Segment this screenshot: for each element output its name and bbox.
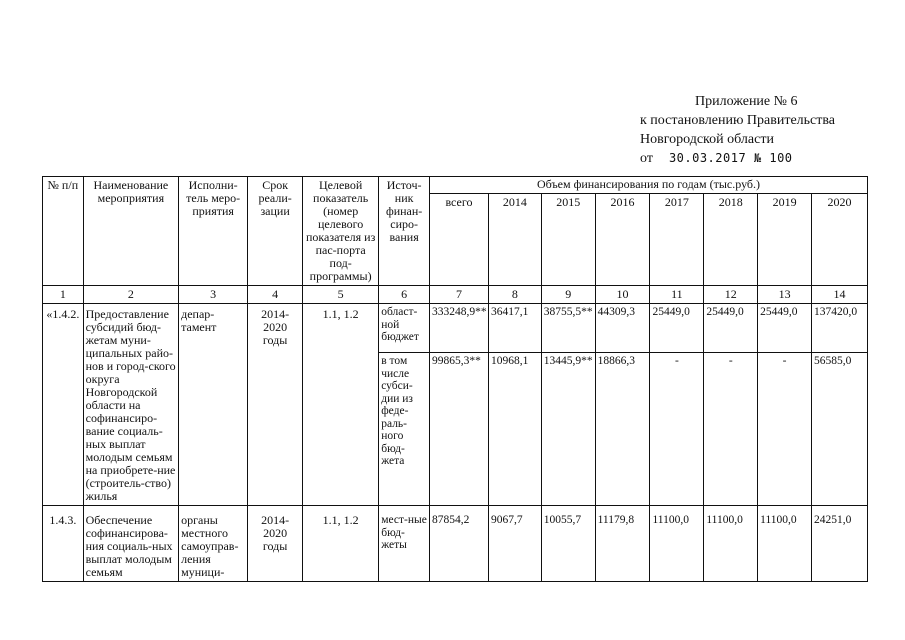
row-target: 1.1, 1.2 [303,506,379,582]
value-cell: 38755,5** [541,304,595,353]
col-period-header: Срок реали-зации [248,177,303,286]
col-name-header: Наименование мероприятия [83,177,178,286]
table-row [43,506,868,582]
from-label: от [640,151,653,166]
appendix-subtitle: к постановлению Правительства [640,113,836,128]
col-year-header: 2016 [595,194,650,286]
row-period: 2014-2020 годы [248,506,303,582]
column-number: 6 [379,286,430,304]
value-cell: 18866,3 [595,353,650,506]
date-number: 30.03.2017 № 100 [668,151,793,165]
col-year-header: 2015 [541,194,595,286]
value-cell: 25449,0 [650,304,704,353]
value-cell: 99865,3** [430,353,489,506]
column-number: 8 [488,286,541,304]
table-row [43,304,868,353]
appendix-title: Приложение № 6 [695,94,798,109]
appendix-region: Новгородской области [640,132,774,147]
column-number: 4 [248,286,303,304]
col-year-header: 2019 [758,194,812,286]
value-cell: 10055,7 [541,506,595,582]
value-cell: - [650,353,704,506]
value-cell: 11179,8 [595,506,650,582]
col-target-header: Целевой показатель (номер целевого показателя из пас-порта под-программы) [303,177,379,286]
row-name: Предоставление субсидий бюд-жетам муни-ципальных райо-нов и город-ского округа Новгородской области на софинансиро-вание социаль-ных выплат молодым семьям на приобрете-ние (строитель-ство) жилья [83,304,178,506]
value-cell: 9067,7 [488,506,541,582]
col-source-header: Источ-ник финан-сиро-вания [379,177,430,286]
financing-table [42,176,868,582]
value-cell: 11100,0 [704,506,758,582]
row-target: 1.1, 1.2 [303,304,379,506]
row-period: 2014-2020 годы [248,304,303,506]
column-number: 12 [704,286,758,304]
value-cell: 36417,1 [488,304,541,353]
value-cell: - [758,353,812,506]
row-number: 1.4.3. [43,506,84,582]
value-cell: 25449,0 [704,304,758,353]
value-cell: 11100,0 [758,506,812,582]
value-cell: 10968,1 [488,353,541,506]
column-number: 14 [812,286,868,304]
col-executor-header: Исполни-тель меро-приятия [179,177,248,286]
row-source: мест-ные бюд-жеты [379,506,430,582]
appendix-date-line [640,149,835,168]
value-cell: 11100,0 [650,506,704,582]
row-name: Обеспечение софинансирова-ния социаль-ных выплат молодым семьям [83,506,178,582]
value-cell: 56585,0 [812,353,868,506]
col-year-header: 2014 [488,194,541,286]
column-number: 10 [595,286,650,304]
financing-group-header: Объем финансирования по годам (тыс.руб.) [430,177,868,194]
column-number: 9 [541,286,595,304]
col-num-header: № п/п [43,177,84,286]
column-number: 5 [303,286,379,304]
document-header [640,92,835,168]
value-cell: 333248,9** [430,304,489,353]
row-executor: депар-тамент [179,304,248,506]
value-cell: 13445,9** [541,353,595,506]
column-number: 2 [83,286,178,304]
col-year-header: 2020 [812,194,868,286]
value-cell: 44309,3 [595,304,650,353]
column-number-row [43,286,868,304]
value-cell: 25449,0 [758,304,812,353]
column-number: 3 [179,286,248,304]
column-number: 11 [650,286,704,304]
col-year-header: 2017 [650,194,704,286]
col-total-header: всего [430,194,489,286]
value-cell: 137420,0 [812,304,868,353]
row-source: област-ной бюджет [379,304,430,353]
col-year-header: 2018 [704,194,758,286]
value-cell: 87854,2 [430,506,489,582]
row-number: «1.4.2. [43,304,84,506]
column-number: 7 [430,286,489,304]
row-executor: органы местного самоуправ-ления муници- [179,506,248,582]
row-source: в том числе субси-дии из феде-раль-ного бюд-жета [379,353,430,506]
value-cell: 24251,0 [812,506,868,582]
column-number: 13 [758,286,812,304]
value-cell: - [704,353,758,506]
column-number: 1 [43,286,84,304]
header-row [43,177,868,194]
